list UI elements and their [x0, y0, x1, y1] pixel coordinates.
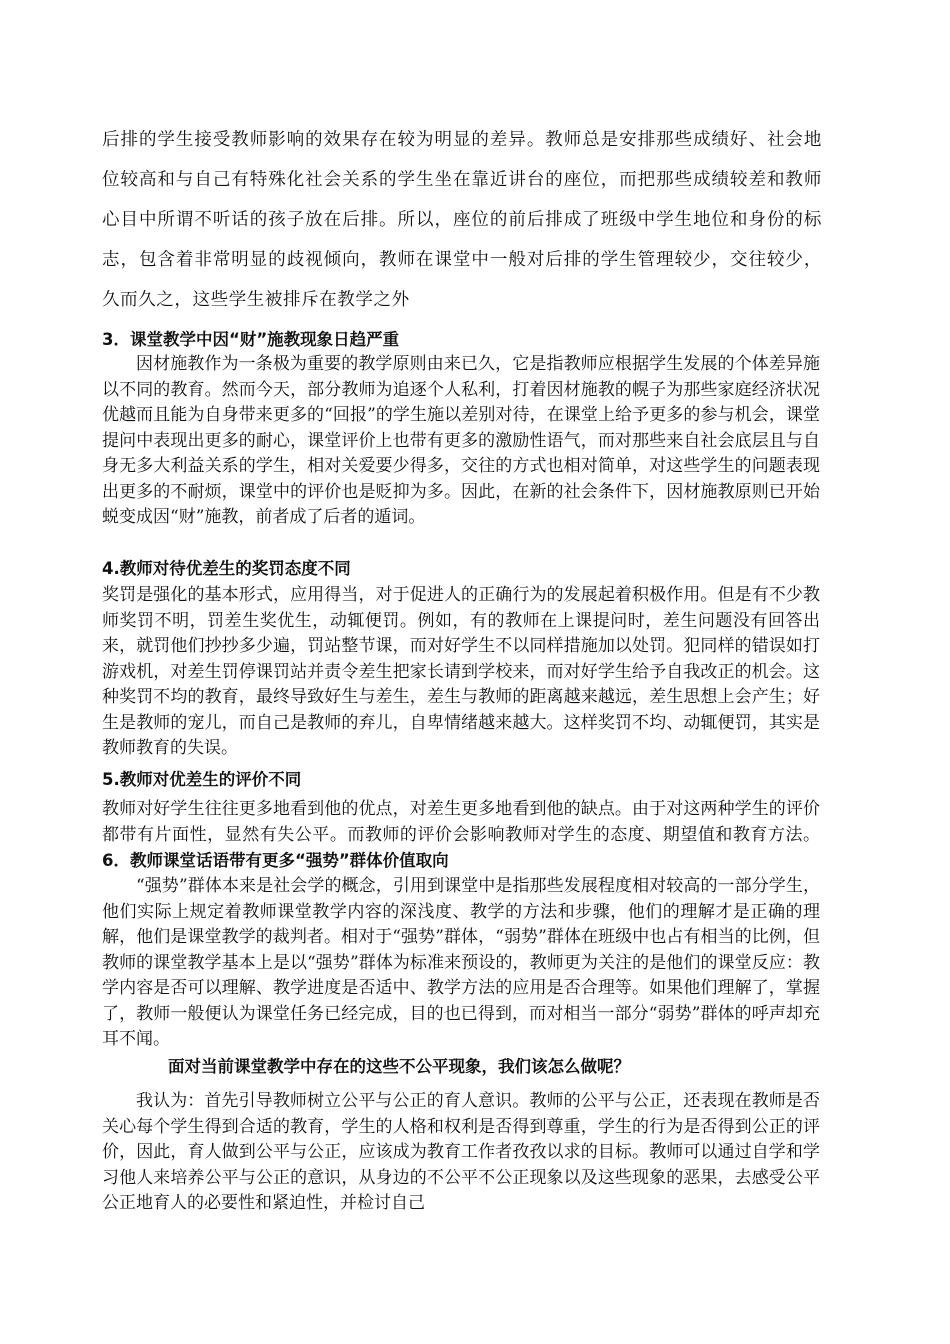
heading-section-4: 4.教师对待优差生的奖罚态度不同 — [102, 559, 351, 578]
heading-section-3: 3．课堂教学中因“财”施教现象日趋严重 — [102, 330, 400, 349]
heading-section-5: 5.教师对优差生的评价不同 — [102, 770, 302, 789]
paragraph-answer: 我认为：首先引导教师树立公平与公正的育人意识。教师的公平与公正，还表现在教师是否关心每个学生得到合适的教育，学生的人格和权利是否得到尊重，学生的行为是否得到公正的评价，因此，育人做到公平与公正，应该成为教育工作者孜孜以求的目标。教师可以通过自学和学习他人来培养公平与公正的意识，从身边的不公平不公正现象以及这些现象的恶果，去感受公平公正地育人的必要性和紧迫性，并检讨自己 — [102, 1091, 820, 1213]
question-heading: 面对当前课堂教学中存在的这些不公平现象，我们该怎么做呢？ — [168, 1057, 630, 1076]
heading-section-6: 6．教师课堂话语带有更多“强势”群体价值取向 — [102, 851, 449, 870]
paragraph-section-5-text: 教师对好学生往往更多地看到他的优点，对差生更多地看到他的缺点。由于对这两种学生的评价都带有片面性，显然有失公平。而教师的评价会影响教师对学生的态度、期望值和教育方法。 — [102, 799, 820, 845]
paragraph-section-4: 奖罚是强化的基本形式，应用得当，对于促进人的正确行为的发展起着积极作用。但是有不少教师奖罚不明，罚差生奖优生，动辄便罚。例如，有的教师在上课提问时，差生问题没有回答出来，就罚他们抄抄多少遍，罚站整节课，而对好学生不以同样措施加以处罚。犯同样的错误如打游戏机，对差生罚停课罚站并责令差生把家长请到学校来，而对好学生给予自我改正的机会。这种奖罚不均的教育，最终导致好生与差生，差生与教师的距离越来越远，差生思想上会产生；好生是教师的宠儿，而自己是教师的弃儿，自卑情绪越来越大。这样奖罚不均、动辄便罚，其实是教师教育的失误。 — [102, 585, 820, 758]
paragraph-section-3: 因材施教作为一条极为重要的教学原则由来已久，它是指教师应根据学生发展的个体差异施以不同的教育。然而今天，部分教师为追逐个人私利，打着因材施教的幌子为那些家庭经济状况优越而且能为自身带来更多的“回报”的学生施以差别对待，在课堂上给予更多的参与机会，课堂提问中表现出更多的耐心，课堂评价上也带有更多的激励性语气，而对那些来自社会底层且与自身无多大利益关系的学生，相对关爱要少得多，交往的方式也相对简单，对这些学生的问题表现出更多的不耐烦，课堂中的评价也是贬抑为多。因此，在新的社会条件下，因材施教原则已开始蜕变成因“财”施教，前者成了后者的遁词。 — [102, 354, 820, 527]
paragraph-section-6: “强势”群体本来是社会学的概念，引用到课堂中是指那些发展程度相对较高的一部分学生，他们实际上规定着教师课堂教学内容的深浅度、教学的方法和步骤，他们的理解才是正确的理解，他们是课堂教学的裁判者。相对于“强势”群体，“弱势”群体在班级中也占有相当的比例，但教师的课堂教学基本上是以“强势”群体为标准来预设的，教师更为关注的是他们的课堂反应：教学内容是否可以理解、教学进度是否适中、教学方法的应用是否合理等。如果他们理解了，掌握了，教师一般便认为课堂任务已经完成，目的也已得到，而对相当一部分“弱势”群体的呼声却充耳不闻。 — [102, 876, 820, 1049]
paragraph-section-5 — [102, 797, 820, 875]
paragraph-seating: 后排的学生接受教师影响的效果存在较为明显的差异。教师总是安排那些成绩好、社会地位较高和与自己有特殊化社会关系的学生坐在靠近讲台的座位，而把那些成绩较差和教师心目中所谓不听话的孩子放在后排。所以，座位的前后排成了班级中学生地位和身份的标志，包含着非常明显的歧视倾向，教师在课堂中一般对后排的学生管理较少，交往较少，久而久之，这些学生被排斥在教学之外 — [102, 130, 822, 310]
